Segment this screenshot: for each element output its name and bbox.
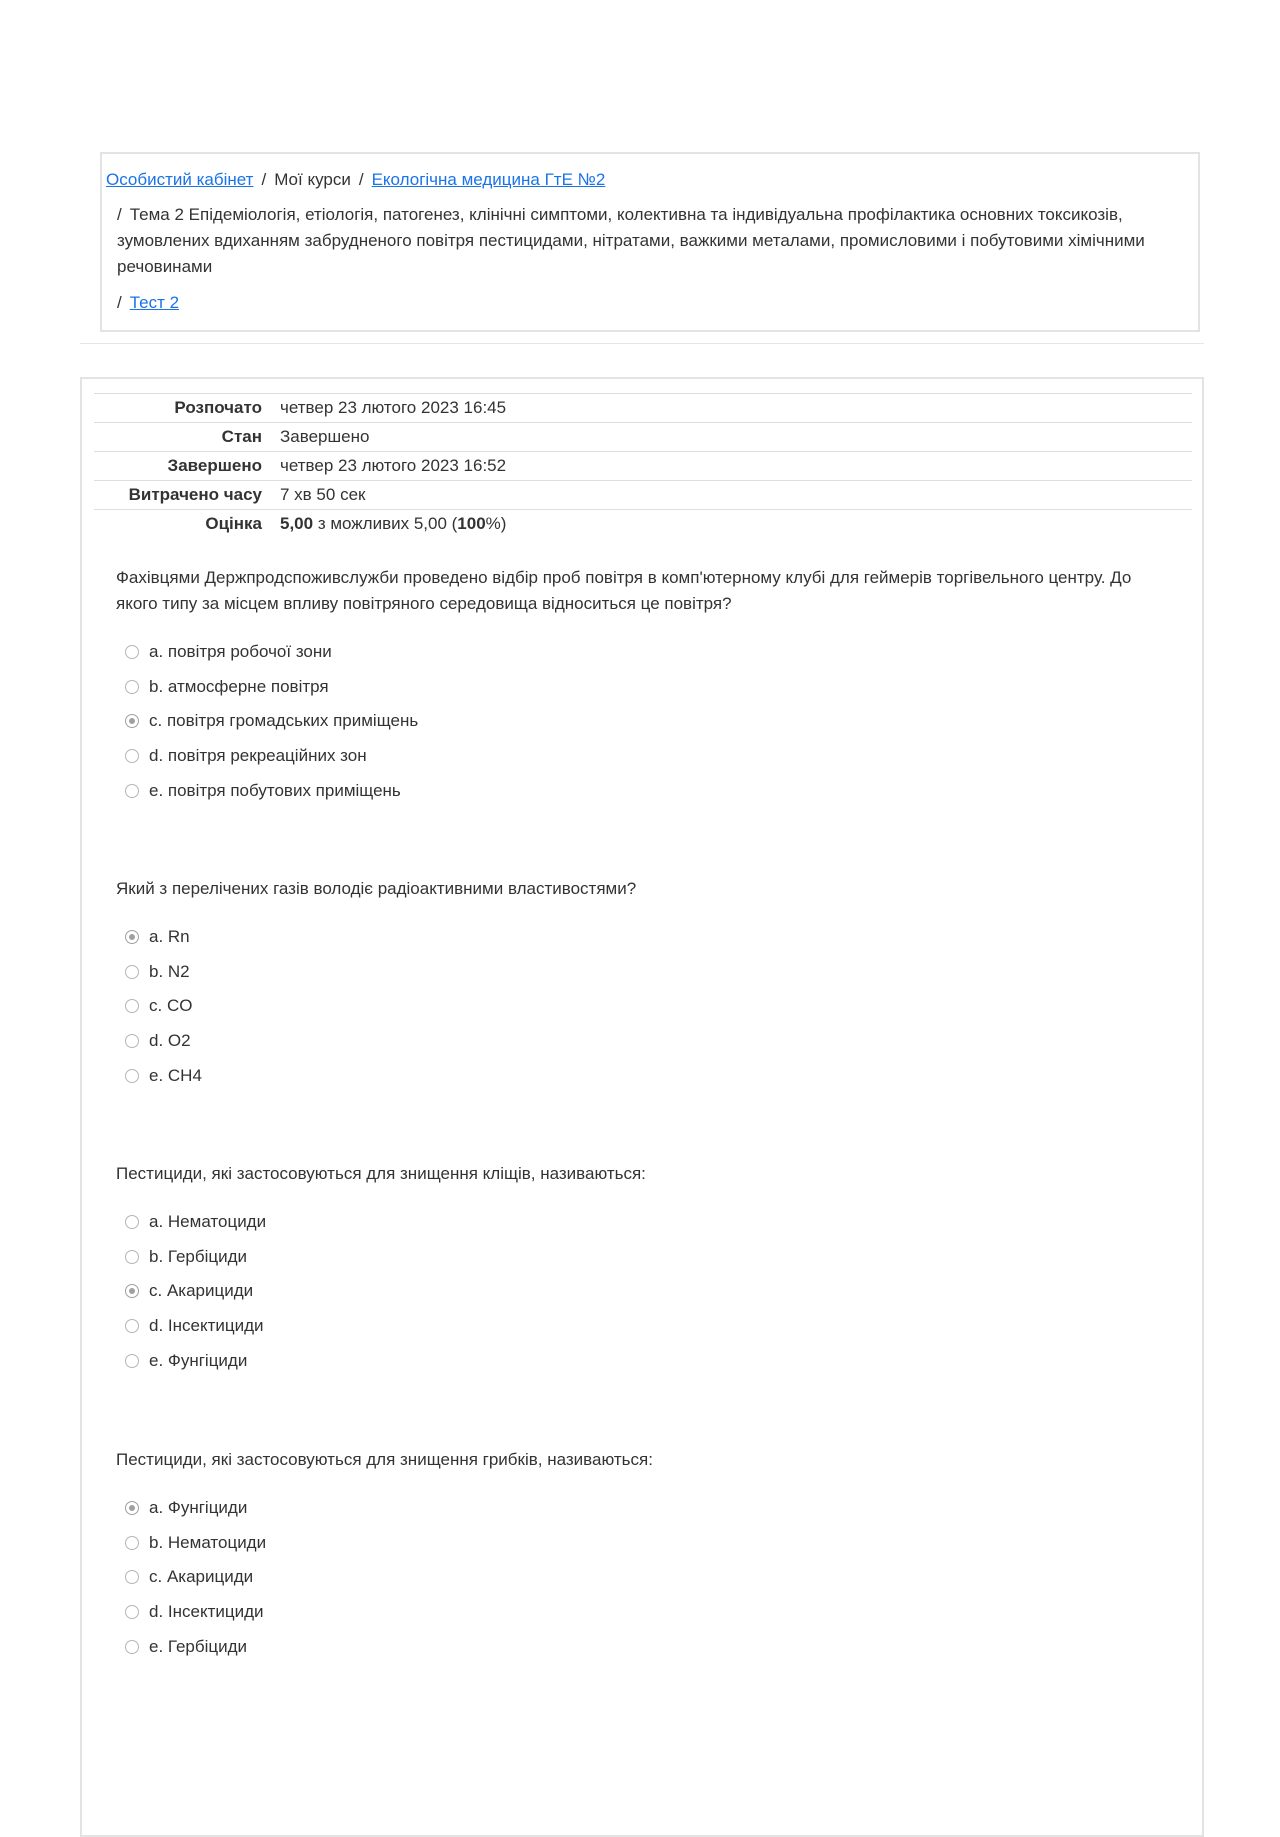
summary-value: четвер 23 лютого 2023 16:45 (280, 394, 1192, 423)
summary-row-grade (94, 510, 1192, 539)
radio-button-checked[interactable] (125, 1501, 139, 1515)
answer-label: a. Фунгіциди (149, 1498, 248, 1518)
answer-option[interactable] (116, 1595, 1176, 1630)
question-text: Який з перелічених газів володіє радіоактивними властивостями? (116, 879, 637, 898)
grade-value: 5,00 (280, 514, 314, 533)
radio-button[interactable] (125, 1215, 139, 1229)
answer-option[interactable] (116, 635, 1176, 670)
grade-percent: 100 (457, 514, 486, 533)
question-text: Пестициди, які застосовуються для знищення кліщів, називаються: (116, 1164, 646, 1183)
breadcrumb-separator: / (117, 205, 122, 224)
breadcrumb-row (106, 202, 1193, 280)
answer-label: a. Rn (149, 927, 190, 947)
answer-label: d. Інсектициди (149, 1316, 264, 1336)
answer-option[interactable] (116, 1309, 1176, 1344)
summary-label: Розпочато (94, 394, 280, 423)
question-3 (116, 1161, 1176, 1378)
answer-option-selected[interactable] (116, 704, 1176, 739)
answer-label: b. Нематоциди (149, 1532, 267, 1552)
radio-button[interactable] (125, 680, 139, 694)
radio-button[interactable] (125, 1319, 139, 1333)
answer-label: b. Гербіциди (149, 1246, 248, 1266)
answer-label: c. повітря громадських приміщень (149, 711, 419, 731)
radio-button[interactable] (125, 1034, 139, 1048)
answer-label: b. N2 (149, 961, 190, 981)
answer-option[interactable] (116, 739, 1176, 774)
answer-label: a. повітря робочої зони (149, 642, 332, 662)
radio-button[interactable] (125, 1605, 139, 1619)
breadcrumb-separator: / (358, 170, 364, 189)
summary-value (280, 510, 1192, 539)
answer-option[interactable] (116, 1240, 1176, 1275)
radio-button[interactable] (125, 784, 139, 798)
question-2 (116, 876, 1176, 1093)
summary-value: четвер 23 лютого 2023 16:52 (280, 452, 1192, 481)
breadcrumb (100, 152, 1200, 332)
breadcrumb-row (106, 166, 1193, 194)
breadcrumb-item-my-courses: Мої курси (274, 170, 351, 189)
answer-label: c. CO (149, 996, 193, 1016)
quiz-review (80, 377, 1204, 1837)
answer-option[interactable] (116, 1629, 1176, 1664)
breadcrumb-link-dashboard[interactable]: Особистий кабінет (106, 170, 254, 189)
summary-label: Оцінка (94, 510, 280, 539)
question-4 (116, 1447, 1176, 1664)
summary-row-started (94, 394, 1192, 423)
answer-option[interactable] (116, 1058, 1176, 1093)
breadcrumb-separator: / (117, 293, 122, 312)
answer-label: d. O2 (149, 1031, 191, 1051)
answer-option[interactable] (116, 773, 1176, 808)
answer-label: e. повітря побутових приміщень (149, 780, 401, 800)
answer-label: b. атмосферне повітря (149, 676, 329, 696)
breadcrumb-item-topic: Тема 2 Епідеміологія, етіологія, патогенез, клінічні симптоми, колективна та індивідуальна профілактика основних токсикозів, зумовлених вдиханням забрудненого повітря пестицидами, нітратами, важкими металами, промисловими і побутовими хімічними речовинами (117, 205, 1145, 276)
answer-option[interactable] (116, 1560, 1176, 1595)
radio-button[interactable] (125, 1640, 139, 1654)
answer-option[interactable] (116, 1526, 1176, 1561)
answer-option-selected[interactable] (116, 1274, 1176, 1309)
radio-button-checked[interactable] (125, 930, 139, 944)
answer-option-selected[interactable] (116, 1491, 1176, 1526)
grade-max-text: з можливих 5,00 ( (313, 514, 458, 533)
summary-label: Завершено (94, 452, 280, 481)
answer-option-selected[interactable] (116, 920, 1176, 955)
summary-row-state (94, 423, 1192, 452)
answer-option[interactable] (116, 1205, 1176, 1240)
answer-option[interactable] (116, 1024, 1176, 1059)
question-1 (116, 565, 1176, 808)
summary-row-time-taken (94, 481, 1192, 510)
radio-button-checked[interactable] (125, 1284, 139, 1298)
summary-label: Витрачено часу (94, 481, 280, 510)
answer-option[interactable] (116, 989, 1176, 1024)
summary-row-completed (94, 452, 1192, 481)
answer-label: d. Інсектициди (149, 1602, 264, 1622)
question-text: Фахівцями Держпродспоживслужби проведено відбір проб повітря в комп'ютерному клубі для геймерів торгівельного центру. До якого типу за місцем впливу повітряного середовища відноситься це повітря? (116, 568, 1132, 613)
answer-option[interactable] (116, 670, 1176, 705)
answer-option[interactable] (116, 955, 1176, 990)
answer-option[interactable] (116, 1343, 1176, 1378)
answer-label: c. Акарициди (149, 1281, 254, 1301)
radio-button[interactable] (125, 1354, 139, 1368)
answer-label: a. Нематоциди (149, 1212, 267, 1232)
summary-label: Стан (94, 423, 280, 452)
radio-button[interactable] (125, 1570, 139, 1584)
answer-label: c. Акарициди (149, 1567, 254, 1587)
radio-button[interactable] (125, 965, 139, 979)
answer-label: d. повітря рекреаційних зон (149, 746, 367, 766)
answer-label: e. CH4 (149, 1065, 202, 1085)
breadcrumb-row (106, 290, 1193, 316)
radio-button[interactable] (125, 749, 139, 763)
summary-value: Завершено (280, 423, 1192, 452)
radio-button[interactable] (125, 1069, 139, 1083)
divider (80, 343, 1204, 344)
breadcrumb-separator: / (261, 170, 267, 189)
breadcrumb-link-test[interactable]: Тест 2 (129, 293, 180, 312)
radio-button[interactable] (125, 645, 139, 659)
radio-button-checked[interactable] (125, 714, 139, 728)
breadcrumb-link-course[interactable]: Екологічна медицина ГтЕ №2 (371, 170, 606, 189)
attempt-summary-table (94, 393, 1192, 538)
question-text: Пестициди, які застосовуються для знищення грибків, називаються: (116, 1450, 653, 1469)
radio-button[interactable] (125, 999, 139, 1013)
answer-label: e. Фунгіциди (149, 1350, 248, 1370)
radio-button[interactable] (125, 1250, 139, 1264)
summary-value: 7 хв 50 сек (280, 481, 1192, 510)
answer-label: e. Гербіциди (149, 1636, 248, 1656)
radio-button[interactable] (125, 1536, 139, 1550)
grade-percent-suffix: %) (485, 514, 507, 533)
